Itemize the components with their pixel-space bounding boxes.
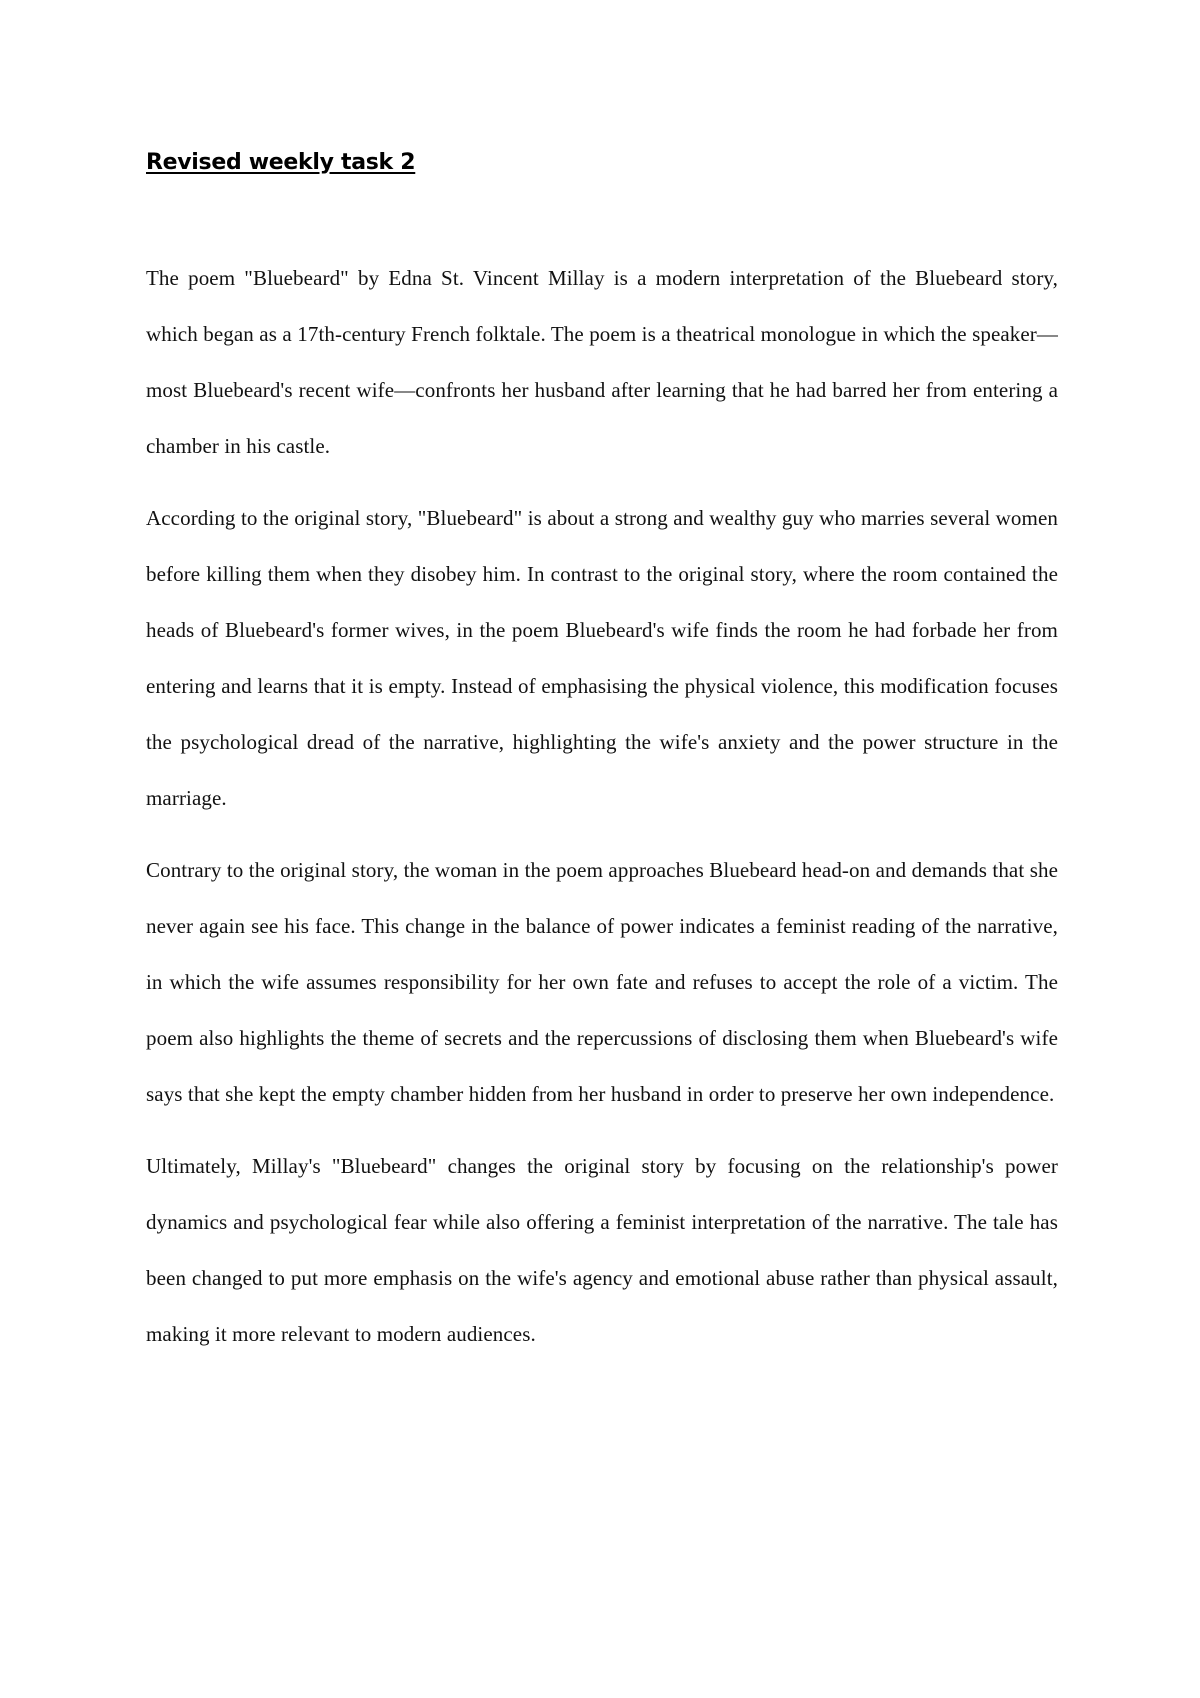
paragraph-1: The poem "Bluebeard" by Edna St. Vincent Millay is a modern interpretation of the Bluebeard story, which began as a 17th-century French folktale. The poem is a theatrical monologue in which the speaker—most Bluebeard's recent wife—confronts her husband after learning that he had barred her from entering a chamber in his castle. <box>146 266 1058 458</box>
document-body <box>146 250 1058 1378</box>
paragraph-2: According to the original story, "Bluebeard" is about a strong and wealthy guy who marries several women before killing them when they disobey him. In contrast to the original story, where the room contained the heads of Bluebeard's former wives, in the poem Bluebeard's wife finds the room he had forbade her from entering and learns that it is empty. Instead of emphasising the physical violence, this modification focuses the psychological dread of the narrative, highlighting the wife's anxiety and the power structure in the marriage. <box>146 506 1058 810</box>
document-title: Revised weekly task 2 <box>146 150 416 175</box>
paragraph-3: Contrary to the original story, the woman in the poem approaches Bluebeard head-on and demands that she never again see his face. This change in the balance of power indicates a feminist reading of the narrative, in which the wife assumes responsibility for her own fate and refuses to accept the role of a victim. The poem also highlights the theme of secrets and the repercussions of disclosing them when Bluebeard's wife says that she kept the empty chamber hidden from her husband in order to preserve her own independence. <box>146 858 1058 1106</box>
paragraph-4: Ultimately, Millay's "Bluebeard" changes the original story by focusing on the relationship's power dynamics and psychological fear while also offering a feminist interpretation of the narrative. The tale has been changed to put more emphasis on the wife's agency and emotional abuse rather than physical assault, making it more relevant to modern audiences. <box>146 1154 1058 1346</box>
